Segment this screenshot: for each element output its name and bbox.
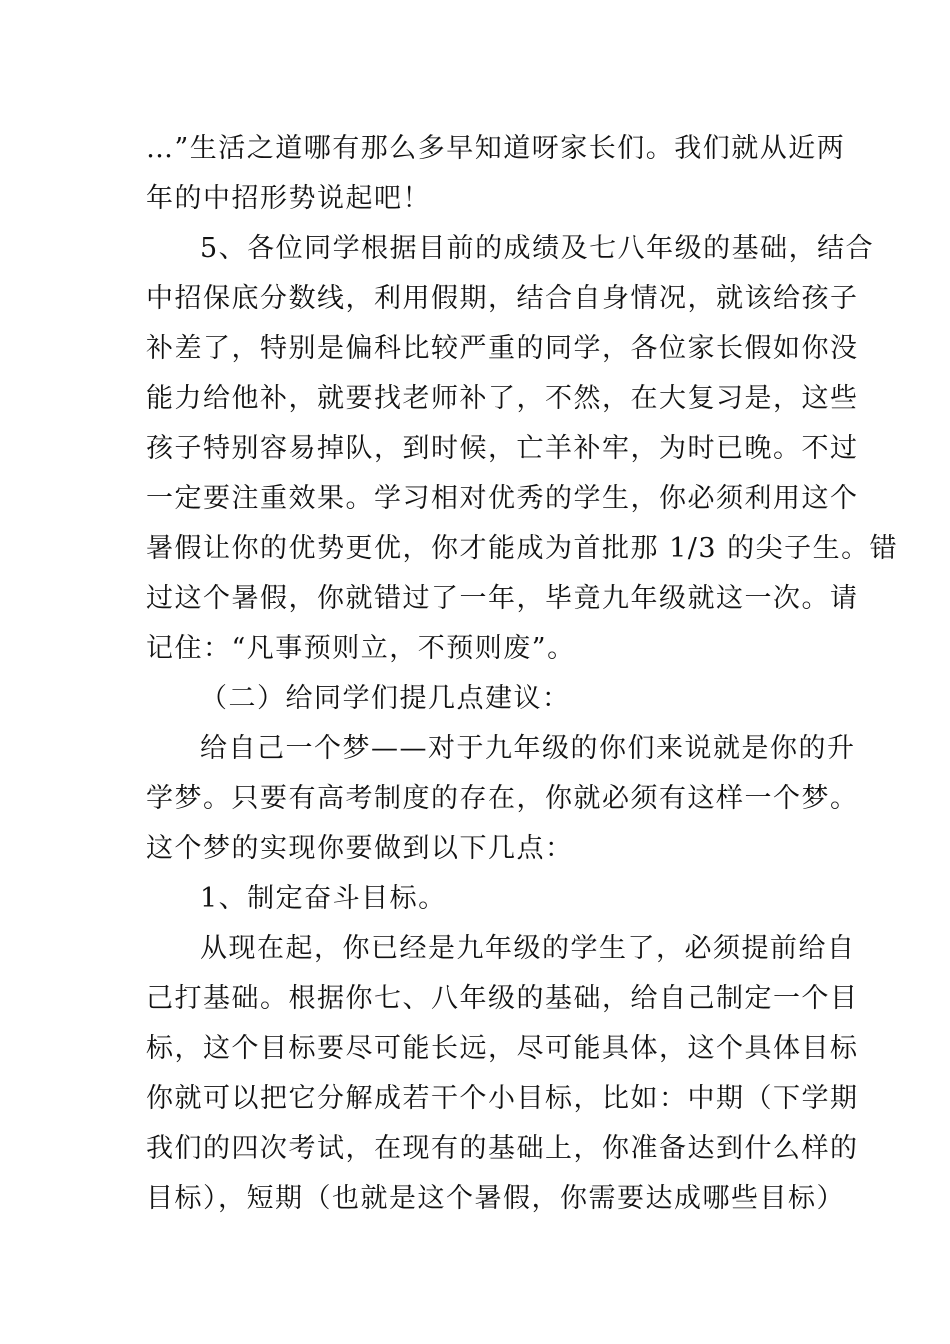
text-line: 一定要注重效果。学习相对优秀的学生，你必须利用这个 [146, 483, 859, 514]
text-line: 能力给他补，就要找老师补了，不然，在大复习是，这些 [146, 383, 859, 414]
text-line: 年的中招形势说起吧！ [146, 183, 431, 214]
paragraph-start-line: 从现在起，你已经是九年级的学生了，必须提前给自 [200, 933, 856, 964]
text-line: 暑假让你的优势更优，你才能成为首批那 1/3 的尖子生。错 [146, 533, 899, 564]
numbered-heading: 1、制定奋斗目标。 [200, 883, 447, 914]
text-line: 你就可以把它分解成若干个小目标，比如：中期（下学期 [146, 1083, 859, 1114]
section-heading: （二）给同学们提几点建议： [200, 683, 571, 714]
text-line: 学梦。只要有高考制度的存在，你就必须有这样一个梦。 [146, 783, 859, 814]
text-line: 这个梦的实现你要做到以下几点： [146, 833, 574, 864]
text-line: 我们的四次考试，在现有的基础上，你准备达到什么样的 [146, 1133, 859, 1164]
text-line: 补差了，特别是偏科比较严重的同学，各位家长假如你没 [146, 333, 859, 364]
paragraph-start-line: 5、各位同学根据目前的成绩及七八年级的基础，结合 [200, 233, 875, 264]
body-text [146, 124, 899, 1224]
text-line: 孩子特别容易掉队，到时候，亡羊补牢，为时已晚。不过 [146, 433, 859, 464]
text-line: 记住：“凡事预则立，不预则废”。 [146, 633, 576, 664]
text-line: 中招保底分数线，利用假期，结合自身情况，就该给孩子 [146, 283, 859, 314]
text-line: 过这个暑假，你就错过了一年，毕竟九年级就这一次。请 [146, 583, 859, 614]
text-line: …”生活之道哪有那么多早知道呀家长们。我们就从近两 [146, 133, 846, 164]
text-line: 目标），短期（也就是这个暑假，你需要达成哪些目标） [146, 1183, 845, 1214]
paragraph-start-line: 给自己一个梦——对于九年级的你们来说就是你的升 [200, 733, 856, 764]
text-line: 标，这个目标要尽可能长远，尽可能具体，这个具体目标 [146, 1033, 859, 1064]
text-line: 己打基础。根据你七、八年级的基础，给自己制定一个目 [146, 983, 859, 1014]
